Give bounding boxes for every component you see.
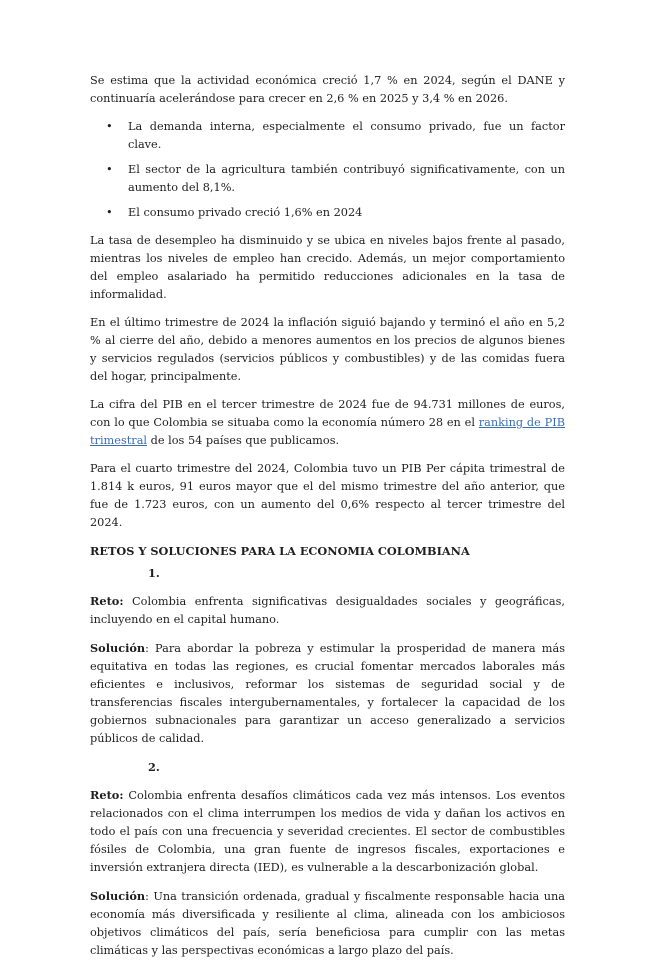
intro-paragraph: Se estima que la actividad económica creció 1,7 % en 2024, según el DANE y continuaría acelerándose para crecer en 2,6 % en 2025 y 3,4 % en 2026. [90,74,565,105]
bullet-dot-icon: • [106,206,113,219]
bullet-dot-icon: • [106,120,113,133]
per-capita-paragraph: Para el cuarto trimestre del 2024, Colombia tuvo un PIB Per cápita trimestral de 1.814 k euros, 91 euros mayor que el del mismo trimestre del año anterior, que fue de 1.723 euros, con un aumento del 0,6% respecto al tercer trimestre del 2024. [90,462,565,529]
reto-paragraph [90,592,565,629]
bullet-list [90,118,565,222]
item-number: 2. [148,760,160,774]
section-heading: RETOS Y SOLUCIONES PARA LA ECONOMIA COLOMBIANA [90,544,470,558]
bullet-text: El consumo privado creció 1,6% en 2024 [128,206,363,219]
bullet-item [90,118,565,154]
desempleo-paragraph: La tasa de desempleo ha disminuido y se ubica en niveles bajos frente al pasado, mientras los niveles de empleo han crecido. Además, un mejor comportamiento del empleo asalariado ha permitido reducciones adicionales en la tasa de informalidad. [90,234,565,301]
item-number: 1. [148,566,160,580]
reto-label: Reto: [90,594,124,608]
bullet-text: El sector de la agricultura también contribuyó significativamente, con un aumento del 8,1%. [128,163,565,194]
reto-paragraph [90,786,565,877]
pib-text-after: de los 54 países que publicamos. [147,434,340,447]
bullet-item [90,161,565,197]
bullet-text: La demanda interna, especialmente el consumo privado, fue un factor clave. [128,120,565,151]
solucion-label: Solución [90,641,146,655]
solucion-text: : Para abordar la pobreza y estimular la prosperidad de manera más equitativa en todas las regiones, es crucial fomentar mercados laborales más eficientes e inclusivos, reformar los sistemas de seguridad social y de transferencias fiscales intergubernamentales, y fortalecer la capacidad de los gobiernos subnacionales para garantizar un acceso generalizado a servicios públicos de calidad. [90,642,565,745]
ranking-pib-link[interactable]: ranking de PIB trimestral [90,416,565,447]
reto-text: Colombia enfrenta desafíos climáticos cada vez más intensos. Los eventos relacionados con el clima interrumpen los medios de vida y dañan los activos en todo el país con una frecuencia y severidad crecientes. El sector de combustibles fósiles de Colombia, una gran fuente de ingresos fiscales, exportaciones e inversión extranjera directa (IED), es vulnerable a la descarbonización global. [90,789,565,874]
solucion-paragraph [90,887,565,960]
inflacion-paragraph: En el último trimestre de 2024 la inflación siguió bajando y terminó el año en 5,2 % al cierre del año, debido a menores aumentos en los precios de algunos bienes y servicios regulados (servicios públicos y combustibles) y de las comidas fuera del hogar, principalmente. [90,316,565,383]
bullet-dot-icon: • [106,163,113,176]
bullet-item [90,204,565,222]
pib-paragraph [90,396,565,450]
solucion-text: : Una transición ordenada, gradual y fiscalmente responsable hacia una economía más diversificada y resiliente al clima, alineada con los ambiciosos objetivos climáticos del país, sería beneficiosa para cumplir con las metas climáticas y las perspectivas económicas a largo plazo del país. [90,890,565,957]
solucion-paragraph [90,639,565,748]
solucion-label: Solución [90,889,146,903]
reto-text: Colombia enfrenta significativas desigualdades sociales y geográficas, incluyendo en el capital humano. [90,595,565,626]
reto-label: Reto: [90,788,124,802]
pib-text-before: La cifra del PIB en el tercer trimestre de 2024 fue de 94.731 millones de euros, con lo que Colombia se situaba como la economía número 28 en el [90,398,565,429]
